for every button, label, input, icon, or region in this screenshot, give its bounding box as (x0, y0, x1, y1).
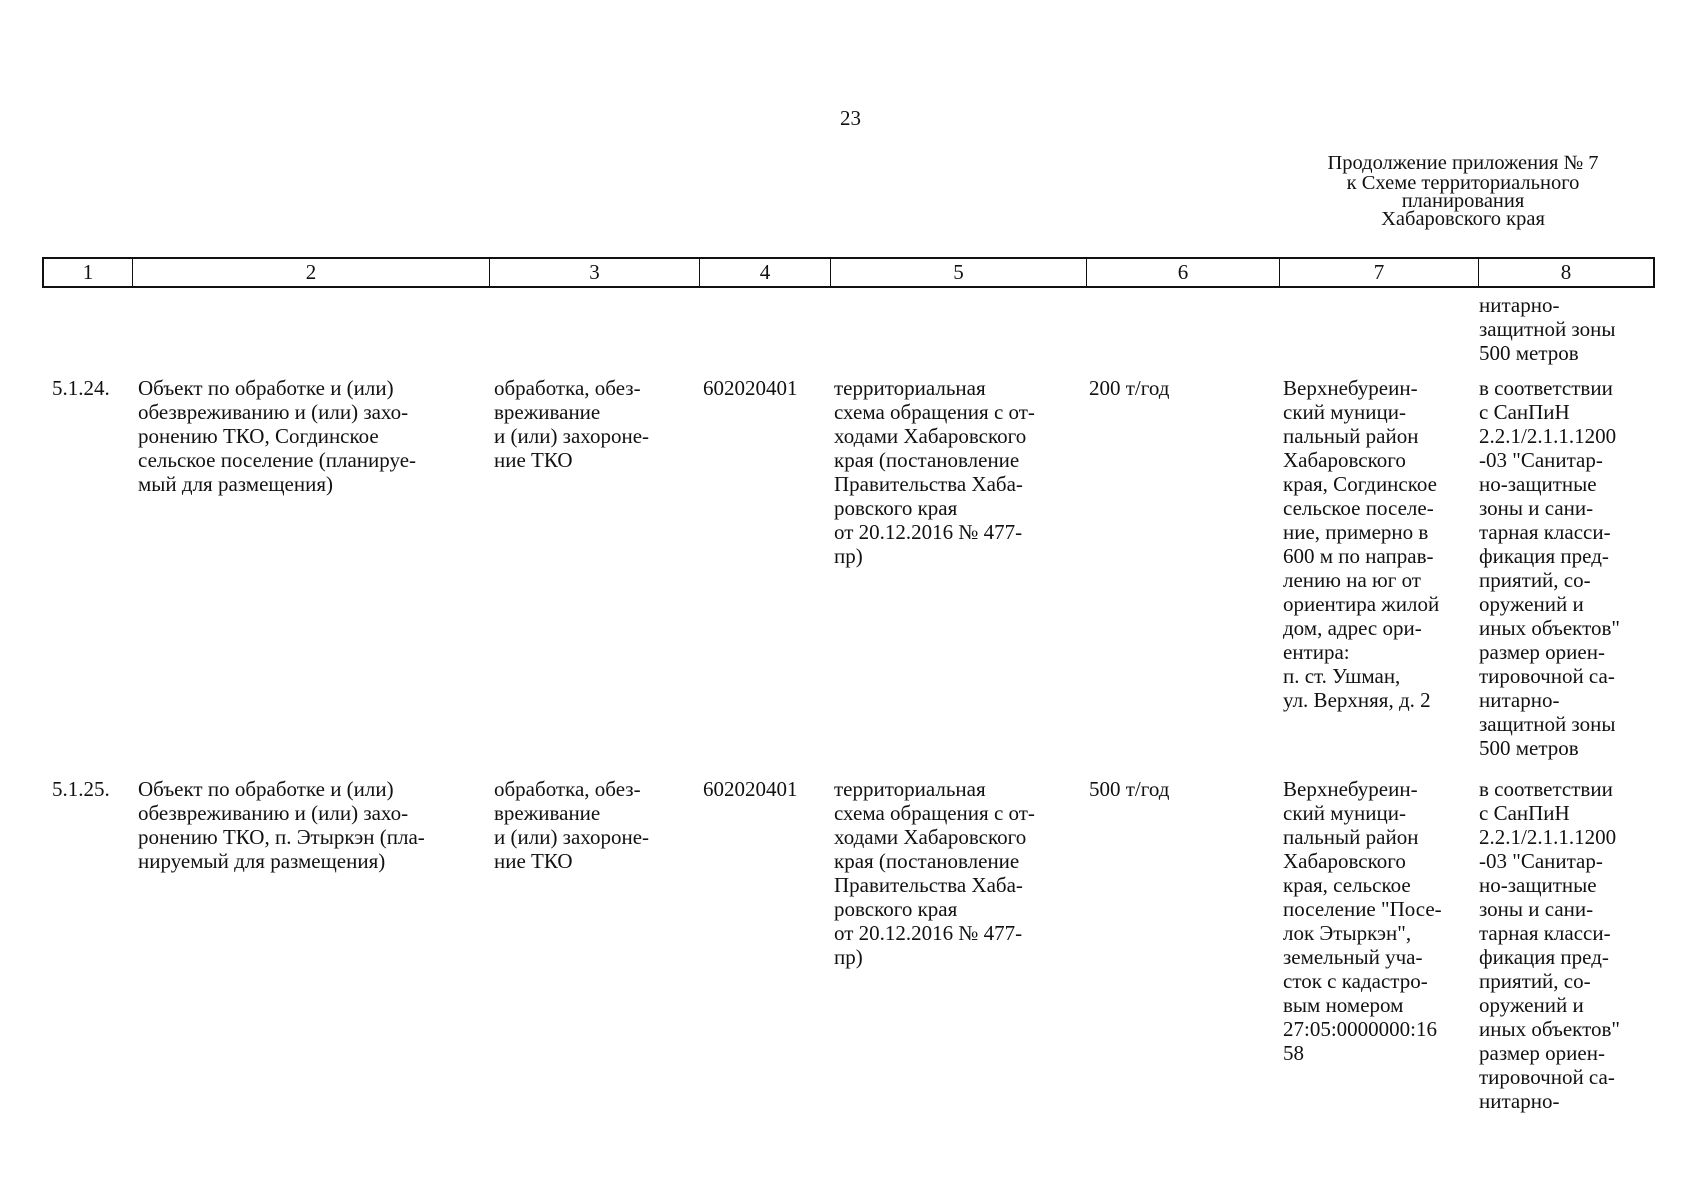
object-capacity: 200 т/год (1089, 376, 1170, 400)
appendix-line-1: Продолжение приложения № 7 (1327, 152, 1599, 174)
table-header-row (42, 257, 1655, 288)
appendix-line-2: к Схеме территориального (1346, 172, 1580, 194)
header-col-8: 8 (1560, 260, 1572, 284)
object-location: Верхнебуреин- ский муници- пальный район Хабаровского края, сельское поселение "Посе- лок Этыркэн", земельный уча- сток с кадастро- вым номером 27:05:0000000:16 58 (1283, 777, 1442, 1065)
object-purpose: обработка, обез- вреживание и (или) захороне- ние ТКО (494, 777, 650, 873)
header-col-7: 7 (1280, 259, 1479, 286)
object-basis: территориальная схема обращения с от- ходами Хабаровского края (постановление Правительства Хаба- ровского края от 20.12.2016 № 477- пр) (834, 376, 1035, 568)
page-number: 23 (840, 106, 861, 130)
object-location: Верхнебуреин- ский муници- пальный район Хабаровского края, Согдинское сельское поселе- ние, примерно в 600 м по направ- лению на юг от ориентира жилой дом, адрес ори- ентира: п. ст. Ушман, ул. Верхняя, д. 2 (1283, 376, 1440, 712)
sanitary-zone: в соответствии с СанПиН 2.2.1/2.1.1.1200 -03 "Санитар- но-защитные зоны и сани- тарная класси- фикация пред- приятий, со- оружений и иных объектов" размер ориен- тировочной са- нитарно- (1479, 777, 1620, 1113)
row-number: 5.1.24. (52, 376, 110, 400)
header-col-4: 4 (700, 259, 831, 286)
object-capacity: 500 т/год (1089, 777, 1170, 801)
object-name: Объект по обработке и (или) обезвреживанию и (или) захо- ронению ТКО, п. Этыркэн (пла- нируемый для размещения) (138, 777, 425, 873)
object-basis: территориальная схема обращения с от- ходами Хабаровского края (постановление Правительства Хаба- ровского края от 20.12.2016 № 477- пр) (834, 777, 1035, 969)
object-code: 602020401 (703, 777, 798, 801)
header-col-1: 1 (44, 259, 133, 286)
row-number: 5.1.25. (52, 777, 110, 801)
header-col-6: 6 (1087, 259, 1280, 286)
object-code: 602020401 (703, 376, 798, 400)
continuation-col-8: нитарно- защитной зоны 500 метров (1479, 293, 1616, 365)
appendix-line-4: Хабаровского края (1381, 208, 1545, 230)
header-col-2: 2 (133, 259, 490, 286)
object-name: Объект по обработке и (или) обезвреживанию и (или) захо- ронению ТКО, Согдинское сельское поселение (планируе- мый для размещения) (138, 376, 417, 496)
sanitary-zone: в соответствии с СанПиН 2.2.1/2.1.1.1200 -03 "Санитар- но-защитные зоны и сани- тарная класси- фикация пред- приятий, со- оружений и иных объектов" размер ориен- тировочной са- нитарно- защитной зоны 500 метров (1479, 376, 1620, 760)
header-col-3: 3 (490, 259, 700, 286)
object-purpose: обработка, обез- вреживание и (или) захороне- ние ТКО (494, 376, 650, 472)
header-col-5: 5 (831, 259, 1087, 286)
appendix-line-3: планирования (1401, 190, 1525, 212)
appendix-caption (1283, 153, 1643, 229)
